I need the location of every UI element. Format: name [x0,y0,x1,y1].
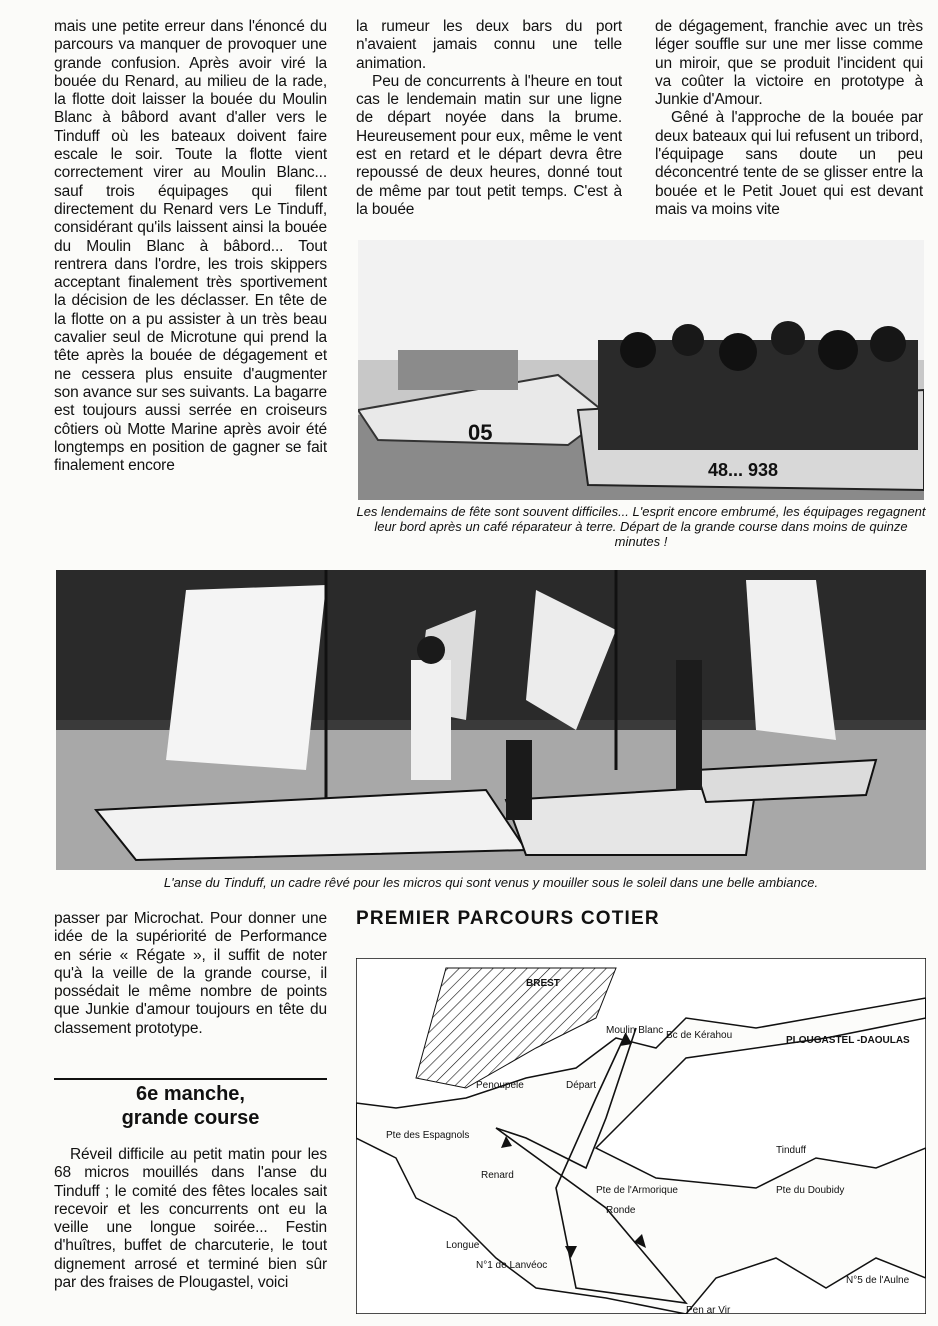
section-heading-line-2: grande course [121,1107,260,1129]
map-label-ronde: Ronde [606,1205,636,1216]
photo-caption: Les lendemains de fête sont souvent difficiles... L'esprit encore embrumé, les équipages regagnent leur bord après un café réparateur à terre. Départ de la grande course dans moins de quinze minutes ! [356,504,926,549]
map-label-pen-ar-vir: Pen ar Vir [686,1305,731,1314]
hull-number-left: 05 [468,420,493,445]
map-label-pte-espagnols: Pte des Espagnols [386,1130,470,1141]
map-label-n5-aulne: N°5 de l'Aulne [846,1275,910,1286]
section-divider [54,1078,327,1080]
map-label-tinduff: Tinduff [776,1145,807,1156]
paragraph: la rumeur les deux bars du port n'avaient jamais connu une telle animation. [356,18,622,72]
map-label-n1-lanveoc: N°1 de Lanvéoc [476,1260,548,1271]
section-heading-line-1: 6e manche, [136,1083,245,1105]
paragraph: Peu de concurrents à l'heure en tout cas le lendemain matin sur une ligne de départ noyée dans la brume. Heureusement pour eux, même le vent est en retard et le départ devra être repoussé de deux heures, donné tout de même par tout petit temps. C'est à la bouée [356,72,622,218]
paragraph: Gêné à l'approche de la bouée par deux bateaux qui lui refusent un tribord, l'équipage sans doute un peu déconcentré tente de se glisser entre la bouée et le Petit Jouet qui est devant mais va moins vite [655,109,923,218]
map-label-plougastel: PLOUGASTEL -DAOULAS [786,1035,910,1046]
map-label-brest: BREST [526,978,560,989]
hull-number-right: 48... 938 [708,460,779,480]
article-column-5 [54,1146,327,1316]
article-column-2 [356,18,622,236]
paragraph: Réveil difficile au petit matin pour les 68 micros mouillés dans l'anse du Tinduff ; le comité des fêtes locales sait recevoir et les concurrents ont eu la veille une longue soirée... Festin d'huîtres, buffet de charcuterie, le tout dignement arrosé et terminé bien sûr par des fraises de Plougastel, voici [54,1146,327,1292]
paragraph: mais une petite erreur dans l'énoncé du parcours va manquer de provoquer une grande confusion. Après avoir viré la bouée du Renard, au milieu de la rade, la flotte doit laisser la bouée du Moulin Blanc à bâbord avant d'aller vers le Tinduff où les bateaux doivent faire escale le soir. Toute la flotte vient correctement virer au Moulin Blanc... sauf trois équipages qui filent directement du Renard vers Le Tinduff, considérant qu'ils laissent ainsi la bouée du Moulin Blanc à bâbord... Tout rentrera dans l'ordre, les trois skippers acceptant finalement très sportivement la décision de les déclasser. En tête de la flotte on a pu assister à un très beau cavalier seul de Microtune qui prend la tête après la bouée de dégagement et ne cessera plus ensuite d'augmenter son avance sur ses suivants. La bagarre est toujours aussi serrée en croiseurs côtiers où Motte Marine après avoir été longtemps en position de gagner se fait finalement encore [54,18,327,475]
course-map [356,958,926,1314]
map-label-pte-armorique: Pte de l'Armorique [596,1185,678,1196]
photo-crews-returning [358,240,924,500]
map-title: PREMIER PARCOURS COTIER [356,908,660,929]
article-column-4 [54,910,327,1060]
map-label-kerahou: Bc de Kérahou [666,1030,733,1041]
photo-anse-du-tinduff [56,570,926,870]
map-label-renard: Renard [481,1170,514,1181]
map-label-depart: Départ [566,1080,597,1091]
paragraph: de dégagement, franchie avec un très léger souffle sur une mer lisse comme un miroir, que se produit l'incident qui va coûter la victoire en prototype à Junkie d'Amour. [655,18,923,109]
article-column-1 [54,18,327,556]
map-label-pte-doubidy: Pte du Doubidy [776,1185,845,1196]
paragraph: passer par Microchat. Pour donner une idée de la supériorité de Performance en série « Régate », il suffit de noter qu'à la veille de la grande course, il possédait le même nombre de points que Junkie d'amour toujours en tête du classement prototype. [54,910,327,1037]
map-label-penoupele: Penoupele [476,1080,524,1091]
map-label-moulin-blanc: Moulin Blanc [606,1025,664,1036]
article-column-3 [655,18,923,236]
photo-caption: L'anse du Tinduff, un cadre rêvé pour les micros qui sont venus y mouiller sous le soleil dans une belle ambiance. [163,875,819,890]
map-label-longue: Longue [446,1240,480,1251]
section-heading [54,1082,327,1130]
